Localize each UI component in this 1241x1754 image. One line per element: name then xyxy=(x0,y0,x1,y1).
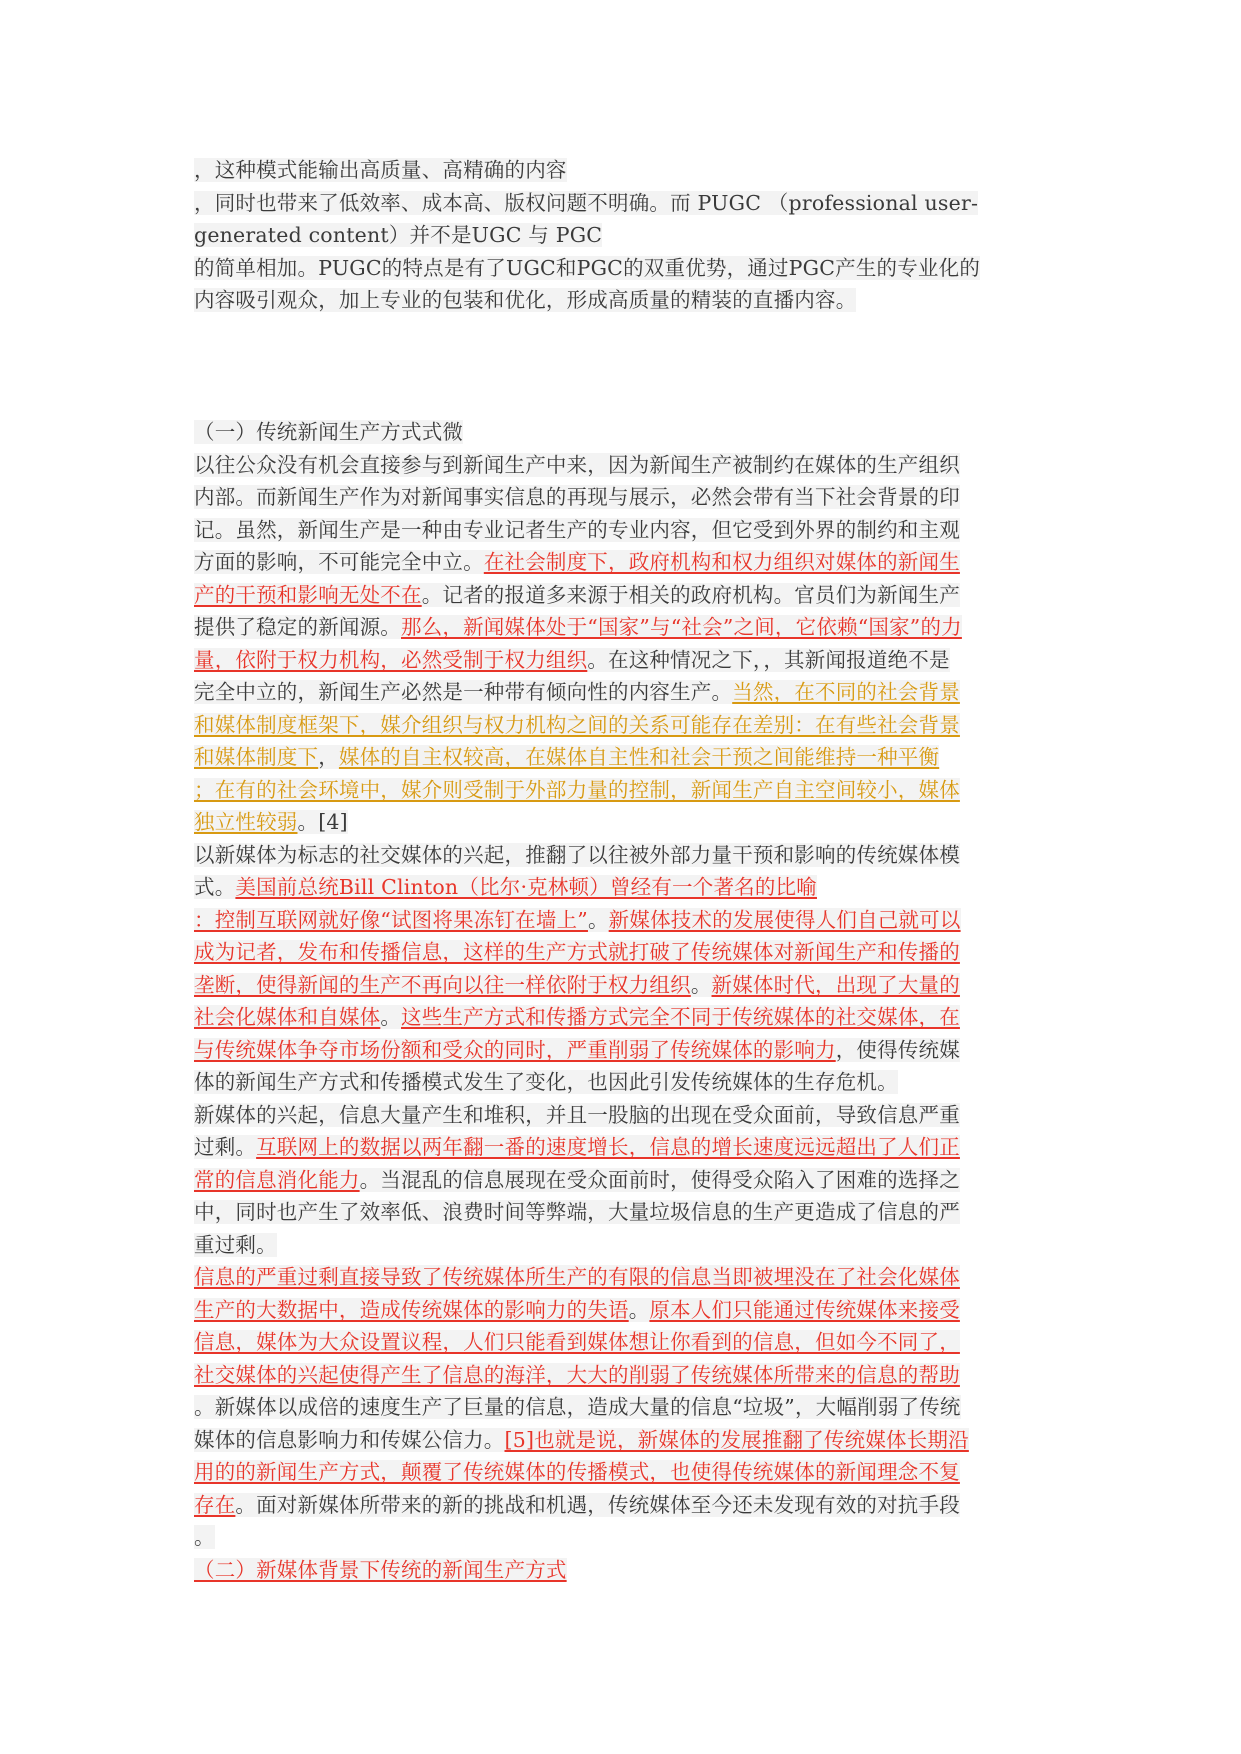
red-annotation: 信息，媒体为大众设置议程，人们只能看到媒体想让你看到的信息，但如今不同了， xyxy=(194,1330,960,1354)
text-line xyxy=(194,1066,1054,1099)
text-run: 式。 xyxy=(194,875,236,899)
text-run: 内容吸引观众，加上专业的包装和优化，形成高质量的精装的直播内容。 xyxy=(194,288,857,312)
text-line-content xyxy=(194,940,960,964)
red-annotation: [5]也就是说，新媒体的发展推翻了传统媒体长期沿 xyxy=(504,1427,969,1452)
text-run: 以往公众没有机会直接参与到新闻生产中来，因为新闻生产被制约在媒体的生产组织 xyxy=(194,452,960,477)
red-annotation: 产的干预和影响无处不在 xyxy=(194,582,422,607)
text-line xyxy=(194,1554,1054,1587)
yellow-annotation: 当然，在不同的社会背景 xyxy=(732,680,960,704)
text-run: 。 xyxy=(194,1525,215,1549)
red-annotation: 那么，新闻媒体处于“国家”与“社会”之间，它依赖“国家”的力 xyxy=(401,615,962,639)
text-line-content xyxy=(194,223,602,247)
text-line xyxy=(194,1196,1054,1229)
text-line xyxy=(194,514,1054,547)
text-run: 。在这种情况之下，，其新闻报道绝不是 xyxy=(587,647,950,672)
text-run: 。 xyxy=(380,1005,402,1029)
text-line-content xyxy=(194,1558,567,1582)
text-line xyxy=(194,1229,1054,1262)
text-line-content xyxy=(194,1298,960,1322)
text-line-content xyxy=(194,1428,969,1452)
red-annotation: 在社会制度下，政府机构和权力组织对媒体的新闻生 xyxy=(483,550,960,574)
text-line-content xyxy=(194,778,960,802)
text-line xyxy=(194,219,1054,252)
text-line-content xyxy=(194,1395,961,1419)
text-line-content xyxy=(194,1233,277,1257)
text-run: 。 xyxy=(587,907,609,932)
text-line xyxy=(194,774,1054,807)
text-line xyxy=(194,154,1054,187)
text-line-content xyxy=(194,973,960,997)
text-line xyxy=(194,969,1054,1002)
text-line-content xyxy=(194,256,980,280)
yellow-annotation: 和媒体制度框架下，媒介组织与权力机构之间的关系可能存在差别：在有些社会背景 xyxy=(194,712,960,737)
text-line-content xyxy=(194,648,950,672)
body-section xyxy=(194,416,1054,1586)
text-line xyxy=(194,611,1054,644)
red-annotation: 信息的严重过剩直接导致了传统媒体所生产的有限的信息当即被埋没在了社会化媒体 xyxy=(194,1265,960,1289)
red-annotation: 常的信息消化能力 xyxy=(194,1167,360,1192)
text-line-content xyxy=(194,453,960,477)
text-line xyxy=(194,1391,1054,1424)
text-run: 中，同时也产生了效率低、浪费时间等弊端，大量垃圾信息的生产更造成了信息的严 xyxy=(194,1200,960,1224)
text-line-content xyxy=(194,191,978,215)
text-line-content xyxy=(194,745,939,769)
text-run: ，这种模式能输出高质量、高精确的内容 xyxy=(194,158,567,182)
text-line-content xyxy=(194,680,960,704)
text-line xyxy=(194,481,1054,514)
text-line-content xyxy=(194,1070,898,1094)
red-annotation: ：控制互联网就好像“试图将果冻钉在墙上” xyxy=(194,907,588,932)
text-run: 。 xyxy=(628,1297,650,1322)
yellow-annotation: 和媒体制度下 xyxy=(194,745,319,769)
text-line-content xyxy=(194,843,960,867)
text-line-content xyxy=(194,713,960,737)
text-run: ，使得传统媒 xyxy=(835,1037,960,1062)
text-line-content xyxy=(194,1460,960,1484)
text-line xyxy=(194,1131,1054,1164)
text-run: 提供了稳定的新闻源。 xyxy=(194,615,401,639)
text-run: 完全中立的，新闻生产必然是一种带有倾向性的内容生产。 xyxy=(194,680,733,704)
text-line xyxy=(194,806,1054,839)
text-run: 。记者的报道多来源于相关的政府机构。官员们为新闻生产 xyxy=(421,582,960,607)
text-line xyxy=(194,416,1054,449)
text-run: 。面对新媒体所带来的新的挑战和机遇，传统媒体至今还未发现有效的对抗手段 xyxy=(235,1492,960,1517)
text-line xyxy=(194,546,1054,579)
text-run: generated content）并不是UGC 与 PGC xyxy=(194,223,603,247)
text-run: （一）传统新闻生产方式式微 xyxy=(194,420,464,444)
text-run: 内部。而新闻生产作为对新闻事实信息的再现与展示，必然会带有当下社会背景的印 xyxy=(194,485,960,509)
text-line-content xyxy=(194,1200,960,1224)
text-run: 方面的影响，不可能完全中立。 xyxy=(194,550,484,574)
text-line-content xyxy=(194,1135,960,1159)
text-line-content xyxy=(194,1005,960,1029)
red-annotation: 量，依附于权力机构，必然受制于权力组织 xyxy=(194,647,588,672)
text-line xyxy=(194,709,1054,742)
text-line xyxy=(194,644,1054,677)
text-line xyxy=(194,1424,1054,1457)
text-line xyxy=(194,1294,1054,1327)
red-annotation: （二）新媒体背景下传统的新闻生产方式 xyxy=(194,1557,567,1582)
text-line xyxy=(194,284,1054,317)
text-line-content xyxy=(194,158,567,182)
text-line-content xyxy=(194,583,960,607)
text-line xyxy=(194,187,1054,220)
text-line xyxy=(194,839,1054,872)
text-run: 记。虽然，新闻生产是一种由专业记者生产的专业内容，但它受到外界的制约和主观 xyxy=(194,517,960,542)
text-line xyxy=(194,1001,1054,1034)
red-annotation: 与传统媒体争夺市场份额和受众的同时，严重削弱了传统媒体的影响力 xyxy=(194,1037,836,1062)
text-line-content xyxy=(194,1363,960,1387)
text-run: ，同时也带来了低效率、成本高、版权问题不明确。而 PUGC （professional user- xyxy=(194,190,979,215)
text-line-content xyxy=(194,1330,960,1354)
red-annotation: 存在 xyxy=(194,1492,236,1517)
red-annotation: 互联网上的数据以两年翻一番的速度增长，信息的增长速度远远超出了人们正 xyxy=(256,1135,960,1159)
text-line-content xyxy=(194,288,856,312)
text-line-content xyxy=(194,1525,215,1549)
text-run: 重过剩。 xyxy=(194,1232,277,1257)
text-line xyxy=(194,1326,1054,1359)
red-annotation: 用的的新闻生产方式，颠覆了传统媒体的传播模式，也使得传统媒体的新闻理念不复 xyxy=(194,1460,960,1484)
red-annotation: 成为记者，发布和传播信息，这样的生产方式就打破了传统媒体对新闻生产和传播的 xyxy=(194,940,960,964)
text-line xyxy=(194,741,1054,774)
red-annotation: 社交媒体的兴起使得产生了信息的海洋，大大的削弱了传统媒体所带来的信息的帮助 xyxy=(194,1362,960,1387)
text-line xyxy=(194,1489,1054,1522)
text-run: ， xyxy=(318,745,339,769)
text-line-content xyxy=(194,550,960,574)
text-run: 过剩。 xyxy=(194,1135,257,1159)
text-line-content xyxy=(194,518,960,542)
red-annotation: 新媒体时代，出现了大量的 xyxy=(711,972,960,997)
text-line-content xyxy=(194,420,463,444)
text-line-content xyxy=(194,1493,960,1517)
text-line-content xyxy=(194,1038,960,1062)
text-line-content xyxy=(194,1103,960,1127)
text-line-content xyxy=(194,485,960,509)
text-run: 。新媒体以成倍的速度生产了巨量的信息，造成大量的信息“垃圾”，大幅削弱了传统 xyxy=(194,1395,961,1419)
text-run: 。当混乱的信息展现在受众面前时，使得受众陷入了困难的选择之 xyxy=(359,1167,960,1192)
text-run: 体的新闻生产方式和传播模式发生了变化，也因此引发传统媒体的生存危机。 xyxy=(194,1070,898,1094)
red-annotation: 社会化媒体和自媒体 xyxy=(194,1005,381,1029)
yellow-annotation: ；在有的社会环境中，媒介则受制于外部力量的控制，新闻生产自主空间较小，媒体 xyxy=(194,777,960,802)
text-line-content xyxy=(194,1265,960,1289)
text-line xyxy=(194,1261,1054,1294)
intro-paragraph xyxy=(194,154,1054,317)
text-run: 。 xyxy=(690,972,712,997)
text-line xyxy=(194,1099,1054,1132)
text-line xyxy=(194,676,1054,709)
text-line xyxy=(194,904,1054,937)
text-run: 媒体的信息影响力和传媒公信力。 xyxy=(194,1427,505,1452)
text-run: 的简单相加。PUGC的特点是有了UGC和PGC的双重优势，通过PGC产生的专业化的 xyxy=(194,255,981,280)
text-line-content xyxy=(194,908,961,932)
text-run: 。[4] xyxy=(297,810,348,834)
text-line xyxy=(194,1456,1054,1489)
text-line xyxy=(194,1034,1054,1067)
text-line-content xyxy=(194,810,348,834)
red-annotation: 新媒体技术的发展使得人们自己就可以 xyxy=(608,907,961,932)
text-line xyxy=(194,579,1054,612)
text-line xyxy=(194,1164,1054,1197)
text-line-content xyxy=(194,875,817,899)
text-line xyxy=(194,1359,1054,1392)
text-line xyxy=(194,449,1054,482)
red-annotation: 美国前总统Bill Clinton（比尔·克林顿）曾经有一个著名的比喻 xyxy=(235,875,817,899)
red-annotation: 这些生产方式和传播方式完全不同于传统媒体的社交媒体，在 xyxy=(401,1005,960,1029)
text-run: 以新媒体为标志的社交媒体的兴起，推翻了以往被外部力量干预和影响的传统媒体模 xyxy=(194,842,960,867)
yellow-annotation: 媒体的自主权较高，在媒体自主性和社会干预之间能维持一种平衡 xyxy=(338,745,940,769)
text-line xyxy=(194,936,1054,969)
text-line xyxy=(194,871,1054,904)
yellow-annotation: 独立性较弱 xyxy=(194,810,298,834)
text-line-content xyxy=(194,615,962,639)
red-annotation: 生产的大数据中，造成传统媒体的影响力的失语 xyxy=(194,1297,629,1322)
red-annotation: 原本人们只能通过传统媒体来接受 xyxy=(649,1297,960,1322)
red-annotation: 垄断，使得新闻的生产不再向以往一样依附于权力组织 xyxy=(194,972,691,997)
text-line xyxy=(194,1521,1054,1554)
text-line-content xyxy=(194,1168,960,1192)
text-line xyxy=(194,252,1054,285)
text-run: 新媒体的兴起，信息大量产生和堆积，并且一股脑的出现在受众面前，导致信息严重 xyxy=(194,1102,960,1127)
